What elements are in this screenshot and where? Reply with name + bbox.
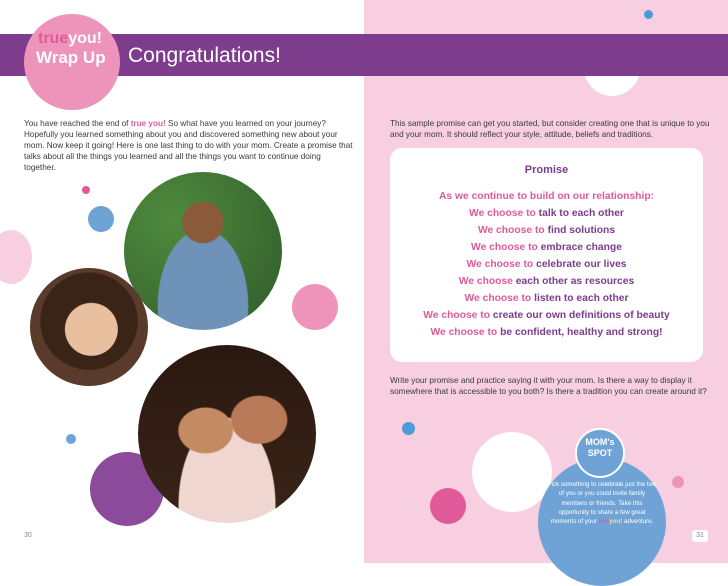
promise-list [390, 188, 703, 341]
decorative-dot [82, 186, 90, 194]
promise-title: Promise [524, 164, 569, 176]
page-number: 30 [24, 532, 32, 539]
badge-subtitle: Wrap Up [36, 48, 106, 67]
promise-line: We choose to talk to each other [469, 208, 624, 219]
decorative-circle [472, 432, 552, 512]
badge-brand: trueyou! [38, 30, 103, 47]
decorative-circle [292, 284, 338, 330]
page-number: 31 [692, 530, 708, 542]
promise-line: We choose to find solutions [477, 225, 616, 236]
decorative-dot [644, 10, 653, 19]
decorative-dot [66, 434, 76, 444]
right-intro-text: This sample promise can get you started, but consider creating one that is unique to you and your mom. It should reflect your style, attitude, beliefs and traditions. [390, 119, 710, 139]
decorative-dot [672, 476, 684, 488]
promise-line: We choose to celebrate our lives [466, 259, 627, 270]
photo-teen-denim-jacket [124, 172, 282, 330]
photo-smiling-girl [30, 268, 148, 386]
moms-spot-text: Pick something to celebrate just the two of you or you could invite family members or friends. Take this opportunity to share a few great moments of your trueyou! adventure. [547, 481, 657, 526]
left-intro-text: You have reached the end of true you! So what have you learned on your journey? Hopefully you learned something about you and discovered something new about your mom. Now keep it going! Here is one last thing to do with your mom. Create a promise that talks about all the things you learned and all the things you want to continue doing together. [24, 119, 353, 172]
promise-line: As we continue to build on our relationship: [438, 191, 655, 202]
promise-line: We choose to create our own definitions of beauty [423, 310, 670, 321]
decorative-dot [88, 206, 114, 232]
promise-line: We choose to embrace change [471, 242, 622, 253]
promise-line: We choose each other as resources [458, 276, 635, 287]
moms-spot-title: MOM's SPOT [585, 437, 615, 458]
decorative-dot [430, 488, 466, 524]
page-title: Congratulations! [128, 44, 281, 67]
decorative-dot [402, 422, 415, 435]
promise-line: We choose to be confident, healthy and strong! [430, 327, 663, 338]
write-promise-text: Write your promise and practice saying it with your mom. Is there a way to display it somewhere that is accessible to you both? Is there a tradition you can create around it? [390, 376, 707, 396]
promise-line: We choose to listen to each other [464, 293, 629, 304]
photo-mother-daughter [138, 345, 316, 523]
